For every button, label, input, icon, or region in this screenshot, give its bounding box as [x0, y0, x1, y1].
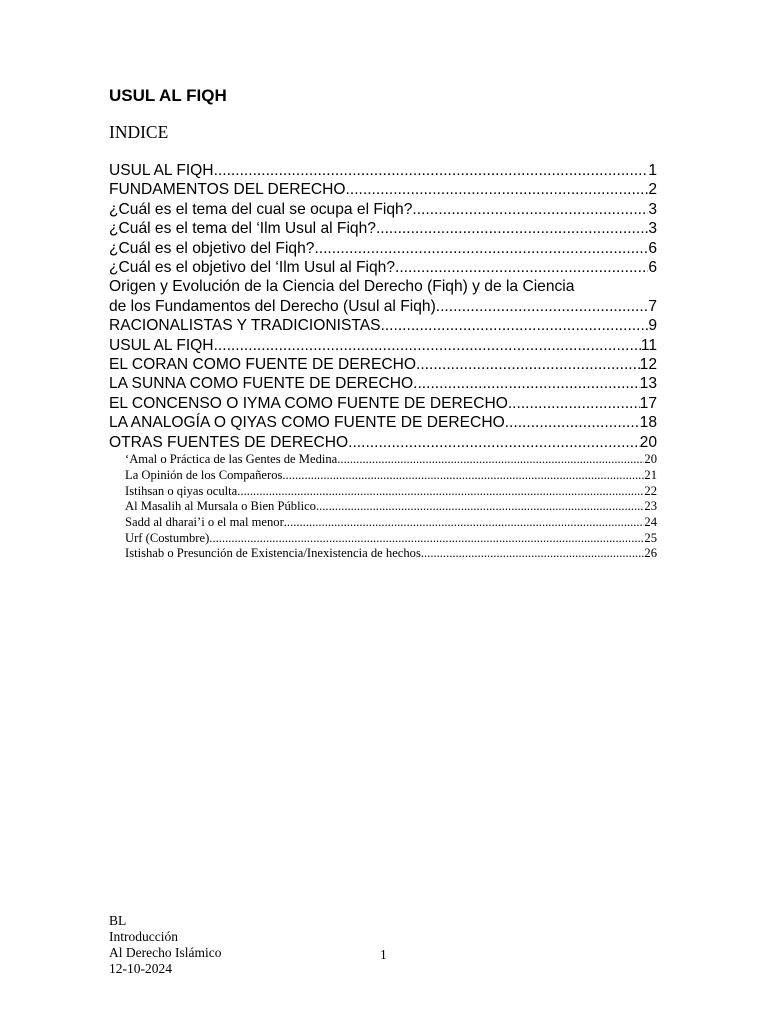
index-heading: INDICE [109, 122, 169, 142]
toc-entry[interactable] [109, 200, 657, 219]
toc-entry-page: 6 [648, 259, 657, 277]
toc-entry-label: RACIONALISTAS Y TRADICIONISTAS [109, 317, 381, 335]
toc-entry[interactable] [109, 316, 657, 335]
toc-leader [505, 413, 640, 432]
toc-entry-label: ¿Cuál es el tema del ‘Ilm Usul al Fiqh? [109, 220, 376, 238]
toc-entry[interactable] [109, 277, 657, 316]
toc-leader [214, 161, 649, 180]
toc-entry-page: 9 [648, 317, 657, 335]
toc-entry-page: 1 [648, 162, 657, 179]
toc-leader [416, 355, 640, 374]
toc-leader [237, 484, 644, 500]
toc-entry-label: EL CORAN COMO FUENTE DE DERECHO [109, 356, 416, 374]
toc-entry[interactable] [109, 161, 657, 180]
toc-entry-page: 2 [648, 181, 657, 199]
toc-subentry[interactable] [109, 499, 657, 515]
toc-entry-label: FUNDAMENTOS DEL DERECHO [109, 181, 346, 199]
toc-subentry[interactable] [109, 531, 657, 547]
toc-entry-label: Sadd al dharai’i o el mal menor [125, 514, 284, 529]
toc-entry-label: ¿Cuál es el tema del cual se ocupa el Fiqh? [109, 200, 413, 218]
toc-leader [348, 433, 640, 452]
toc-subentry[interactable] [109, 515, 657, 531]
toc-entry-page: 24 [644, 514, 657, 529]
toc-subentry[interactable] [109, 452, 657, 468]
toc-leader [436, 297, 649, 316]
toc-entry[interactable] [109, 258, 657, 277]
toc-leader [508, 394, 640, 413]
page-number: 1 [380, 947, 387, 962]
toc-leader [381, 316, 649, 335]
toc-entry-page: 25 [644, 530, 657, 545]
toc-entry-label: ¿Cuál es el objetivo del ‘Ilm Usul al Fiqh? [109, 259, 396, 277]
page-footer [109, 913, 221, 977]
toc-leader [337, 452, 644, 468]
toc-entry-label: de los Fundamentos del Derecho (Usul al Fiqh) [109, 297, 436, 315]
toc-leader [421, 546, 645, 562]
toc-entry-label: USUL AL FIQH [109, 336, 214, 354]
footer-course-line1: Introducción [109, 929, 178, 944]
toc-leader [346, 180, 649, 199]
toc-entry-page: 7 [648, 297, 657, 315]
toc-leader [316, 499, 644, 515]
toc-subentry[interactable] [109, 484, 657, 500]
toc-entry-page: 20 [639, 433, 657, 451]
toc-entry[interactable] [109, 413, 657, 432]
toc-entry[interactable] [109, 239, 657, 258]
toc-entry[interactable] [109, 374, 657, 393]
toc-entry-label: ¿Cuál es el objetivo del Fiqh? [109, 239, 315, 257]
document-title: USUL AL FIQH [109, 86, 227, 105]
toc-entry-page: 17 [639, 394, 657, 412]
toc-entry-label: Istishab o Presunción de Existencia/Inexistencia de hechos [125, 546, 421, 561]
toc-entry-page: 12 [639, 356, 657, 374]
toc-entry[interactable] [109, 180, 657, 199]
toc-leader [314, 239, 648, 258]
toc-leader [412, 200, 648, 219]
toc-entry-page: 3 [648, 200, 657, 218]
toc-subentry[interactable] [109, 546, 657, 562]
toc-leader [284, 515, 645, 531]
toc-entry-label: LA ANALOGÍA O QIYAS COMO FUENTE DE DERECHO [109, 414, 505, 432]
toc-entry-page: 6 [648, 239, 657, 257]
toc-entry-page: 13 [639, 375, 657, 393]
toc-entry[interactable] [109, 433, 657, 452]
toc-entry[interactable] [109, 336, 657, 355]
toc-entry-page: 22 [644, 483, 657, 498]
toc-entry-page: 20 [644, 452, 657, 467]
toc-leader [376, 219, 648, 238]
toc-entry-label: ‘Amal o Práctica de las Gentes de Medina [125, 452, 338, 467]
toc-leader [395, 258, 648, 277]
table-of-contents [109, 161, 657, 562]
toc-entry-label: La Opinión de los Compañeros [125, 467, 283, 482]
toc-entry-page: 3 [648, 220, 657, 238]
toc-entry-label: LA SUNNA COMO FUENTE DE DERECHO [109, 375, 414, 393]
toc-leader [214, 336, 641, 355]
toc-entry[interactable] [109, 219, 657, 238]
footer-course-line2: Al Derecho Islámico [109, 945, 222, 960]
toc-entry-page: 23 [644, 499, 657, 514]
toc-leader [282, 468, 644, 484]
toc-entry-label: EL CONCENSO O IYMA COMO FUENTE DE DERECHO [109, 394, 508, 412]
toc-entry-label: Urf (Costumbre) [125, 530, 210, 545]
toc-entry-page: 21 [644, 467, 657, 482]
toc-entry-label: Istihsan o qiyas oculta [125, 483, 238, 498]
toc-entry-page: 11 [640, 336, 657, 354]
footer-date: 12-10-2024 [109, 961, 172, 976]
toc-entry-label: Al Masalih al Mursala o Bien Público [125, 499, 316, 514]
toc-entry-label: OTRAS FUENTES DE DERECHO [109, 433, 349, 451]
toc-entry[interactable] [109, 355, 657, 374]
toc-entry[interactable] [109, 394, 657, 413]
toc-entry-label: USUL AL FIQH [109, 162, 214, 179]
toc-entry-page: 18 [639, 414, 657, 432]
toc-leader [413, 374, 640, 393]
toc-subentry[interactable] [109, 468, 657, 484]
toc-entry-label-line1: Origen y Evolución de la Ciencia del Derecho (Fiqh) y de la Ciencia [109, 278, 575, 296]
footer-author: BL [109, 913, 127, 928]
toc-entry-page: 26 [644, 546, 657, 561]
toc-leader [209, 531, 644, 547]
